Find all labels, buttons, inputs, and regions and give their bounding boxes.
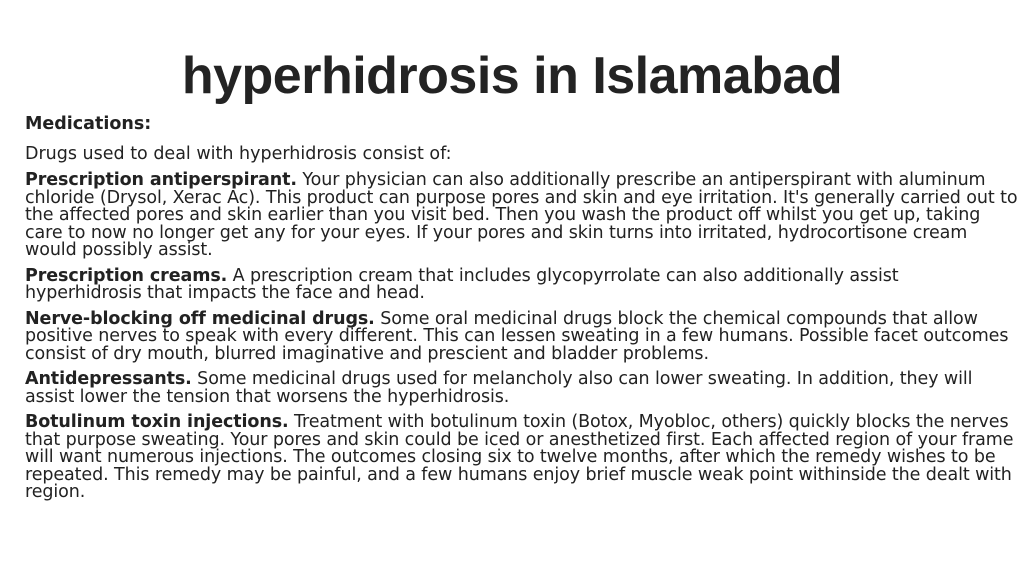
medication-item — [25, 265, 1019, 303]
section-heading: Medications: — [25, 114, 152, 134]
medication-description: Treatment with botulinum toxin (Botox, Myobloc, others) quickly blocks the nerves that purpose sweating. Your pores and skin could be iced or anesthetized first. Each affected region of your frame will want numerous injections. The outcomes closing six to twelve months, after which the remedy wishes to be repeated. This remedy may be painful, and a few humans enjoy brief muscle weak point withinside the dealt with region. — [25, 412, 1014, 502]
medication-item — [25, 308, 1019, 364]
medication-description: A prescription cream that includes glycopyrrolate can also additionally assist hyperhidrosis that impacts the face and head. — [25, 265, 899, 303]
medication-term: Nerve-blocking off medicinal drugs. — [25, 308, 375, 329]
medication-description: Some oral medicinal drugs block the chemical compounds that allow positive nerves to speak with every different. This can lessen sweating in a few humans. Possible facet outcomes consist of dry mouth, blurred imaginative and prescient and bladder problems. — [25, 308, 1009, 364]
medication-item — [25, 172, 1019, 260]
slide-content — [25, 113, 1019, 510]
medication-description: Some medicinal drugs used for melancholy also can lower sweating. In addition, they will assist lower the tension that worsens the hyperhidrosis. — [25, 369, 973, 407]
medication-term: Botulinum toxin injections. — [25, 412, 289, 432]
intro-text: Drugs used to deal with hyperhidrosis consist of: — [25, 144, 452, 164]
medication-item — [25, 414, 1019, 502]
medication-term: Antidepressants. — [25, 369, 192, 389]
medication-description: Your physician can also additionally prescribe an antiperspirant with aluminum chloride (Drysol, Xerac Ac). This product can purpose pores and skin and eye irritation. It's generally carried out to the affected pores and skin earlier than you visit bed. Then you wash the product off whilst you get up, taking care to now no longer get any for your eyes. If your pores and skin turns into irritated, hydrocortisone cream would possibly assist. — [25, 170, 1018, 260]
medication-term: Prescription creams. — [25, 265, 228, 286]
medication-item — [25, 371, 1019, 406]
medication-term: Prescription antiperspirant. — [25, 170, 297, 190]
slide-title: hyperhidrosis in Islamabad — [181, 47, 843, 105]
